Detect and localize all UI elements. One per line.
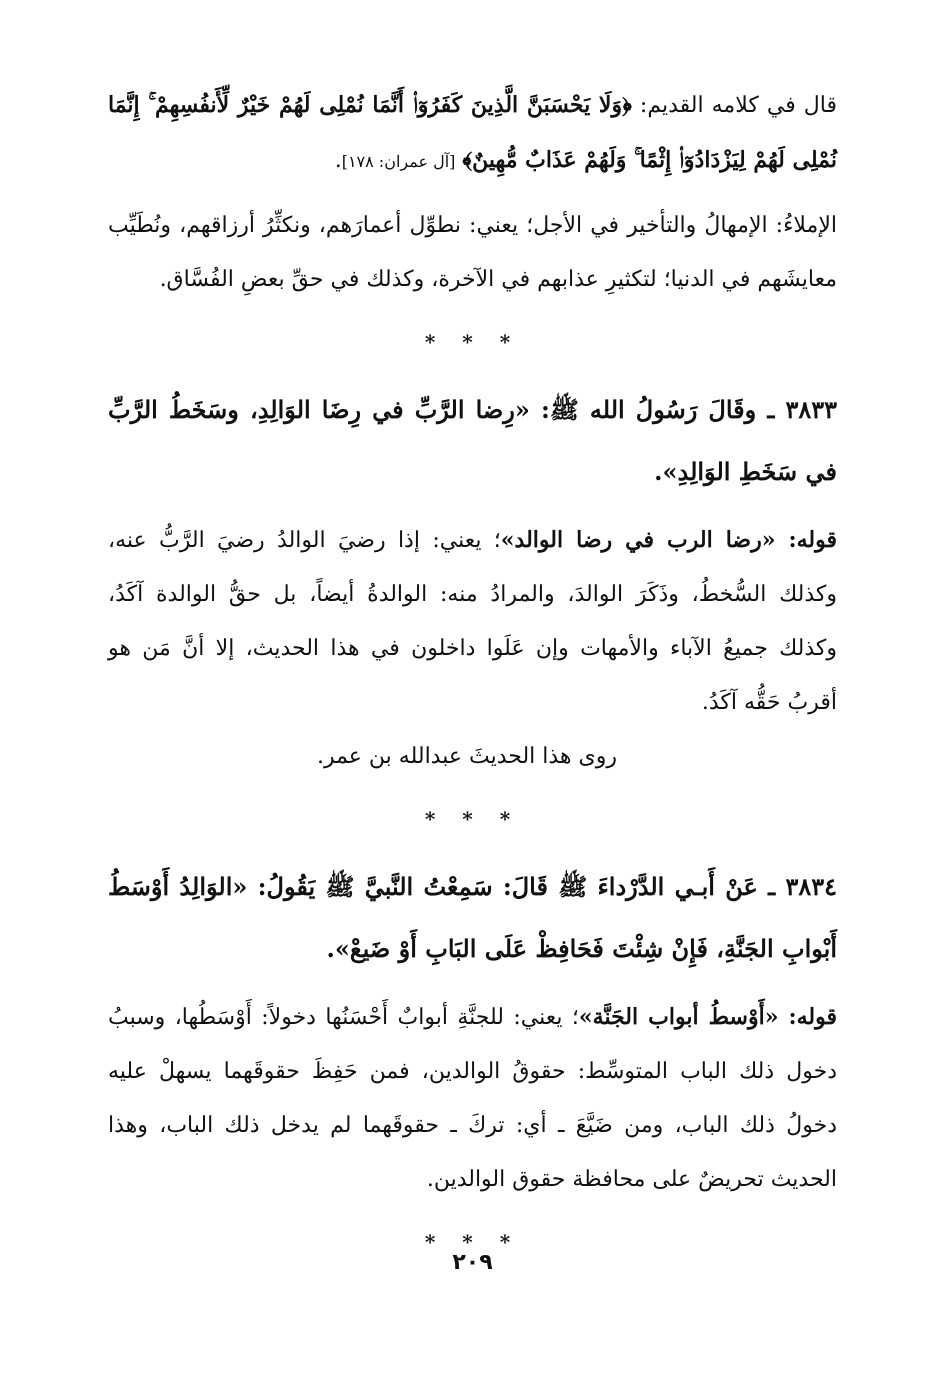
section-separator: * * * (424, 807, 521, 831)
verse-reference: [آل عمران: ١٧٨] (341, 152, 456, 171)
intro-end: . (334, 148, 342, 173)
commentary-3833-lead: قوله: «رضا الرب في رضا الوالد» (500, 527, 837, 553)
commentary-3834 (108, 990, 837, 1207)
commentary-3833 (108, 513, 837, 730)
section-separator: * * * (424, 1230, 521, 1254)
commentary-imla: الإملاءُ: الإمهالُ والتأخير في الأجل؛ يعني: نطوِّل أعمارَهم، ونكثِّرُ أرزاقهم، ونُطَيِّب معايشَهم في الدنيا؛ لتكثيرِ عذابهم في الآخرة، وكذلك في حقِّ بعضِ الفُسَّاق. (108, 213, 837, 292)
page-number: ٢٠٩ (452, 1250, 493, 1275)
commentary-3833-text: ؛ يعني: إذا رضيَ الوالدُ رضيَ الرَّبُّ عنه، وكذلك السُّخطُ، وذَكَرَ الوالدَ، والمرادُ منه: الوالدةُ أيضاً، بل حقُّ الوالدة آكَدُ، وكذلك جميعُ الآباء والأمهات وإن عَلَوا داخلون في هذا الحديث، إلا أنَّ مَن هو أقربُ حَقُّه آكَدُ. (108, 528, 837, 715)
narrator-note: روى هذا الحديثَ عبدالله بن عمر. (316, 744, 617, 769)
commentary-3834-lead: قوله: «أَوْسطُ أبواب الجَنَّة» (578, 1004, 838, 1030)
quran-verse: ﴿وَلَا يَحْسَبَنَّ الَّذِينَ كَفَرُوٓا۟ أَنَّمَا نُمْلِى لَهُمْ خَيْرٌ لِّأَنفُسِهِمْ ۚ إِنَّمَا نُمْلِى لَهُمْ لِيَزْدَادُوٓا۟ إِثْمًا ۚ وَلَهُمْ عَذَابٌ مُّهِينٌ﴾ (108, 92, 837, 173)
section-separator: * * * (424, 330, 521, 354)
intro-prefix: قال في كلامه القديم: (631, 93, 837, 118)
commentary-3834-text: ؛ يعني: للجنَّةِ أبوابٌ أَحْسَنُها دخولاً: أَوْسَطُها، وسببُ دخول ذلك الباب المتوسِّط: حقوقُ الوالدين، فمن حَفِظَ حقوقَهما يسهلْ عليه دخولُ ذلك الباب، ومن ضَيَّعَ ـ أي: تركَ ـ حقوقَهما لم يدخل ذلك الباب، وهذا الحديث تحريضٌ على محافظة حقوق الوالدين. (108, 1005, 837, 1192)
page-content (108, 78, 837, 1279)
quran-intro-paragraph (108, 78, 837, 189)
hadith-3834: ٣٨٣٤ ـ عَنْ أَبـي الدَّرْداءَ ﷺ قَالَ: سَمِعْتُ النَّبيَّ ﷺ يَقُولُ: «الوَالِدُ أَوْسَطُ أَبْوابِ الجَنَّةِ، فَإِنْ شِئْتَ فَحَافِظْ عَلَى البَابِ أَوْ ضَيعْ». (108, 872, 837, 963)
hadith-3833: ٣٨٣٣ ـ وقَالَ رَسُولُ الله ﷺ: «رِضا الرَّبِّ في رِضَا الوَالِدِ، وسَخَطُ الرَّبِّ في سَخَطِ الوَالِدِ». (108, 395, 837, 486)
